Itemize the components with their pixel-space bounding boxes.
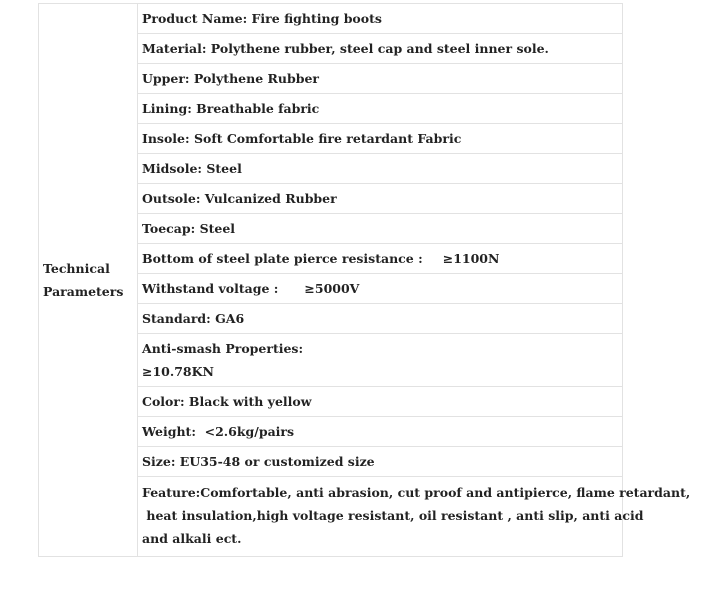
- toecap-cell: Toecap: Steel: [138, 214, 623, 244]
- pierce-resistance-value: ≥1100N: [442, 251, 500, 266]
- label-line-1: Technical: [43, 261, 110, 276]
- withstand-voltage-cell: [138, 274, 623, 304]
- label-line-2: Parameters: [43, 284, 124, 299]
- feature-line-1: Feature:Comfortable, anti abrasion, cut proof and antipierce, flame retardant,: [142, 485, 691, 500]
- feature-line-3: and alkali ect.: [142, 531, 242, 546]
- technical-parameters-table: [38, 3, 691, 557]
- weight-cell: Weight: <2.6kg/pairs: [138, 417, 623, 447]
- midsole-cell: Midsole: Steel: [138, 154, 623, 184]
- feature-line-2: heat insulation,high voltage resistant, oil resistant , anti slip, anti acid: [142, 508, 644, 523]
- color-cell: Color: Black with yellow: [138, 387, 623, 417]
- standard-cell: Standard: GA6: [138, 304, 623, 334]
- technical-parameters-label: [39, 4, 138, 557]
- anti-smash-cell: [138, 334, 623, 387]
- upper-cell: Upper: Polythene Rubber: [138, 64, 623, 94]
- withstand-voltage-value: ≥5000V: [304, 281, 360, 296]
- material-cell: Material: Polythene rubber, steel cap and steel inner sole.: [138, 34, 623, 64]
- feature-cell: [138, 477, 691, 557]
- withstand-voltage-label: Withstand voltage :: [142, 281, 279, 296]
- insole-cell: Insole: Soft Comfortable fire retardant Fabric: [138, 124, 623, 154]
- table-row: [39, 4, 623, 34]
- pierce-resistance-cell: [138, 244, 623, 274]
- anti-smash-label: Anti-smash Properties:: [142, 341, 304, 356]
- pierce-resistance-label: Bottom of steel plate pierce resistance :: [142, 251, 423, 266]
- outsole-cell: Outsole: Vulcanized Rubber: [138, 184, 623, 214]
- product-name-cell: Product Name: Fire fighting boots: [138, 4, 623, 34]
- lining-cell: Lining: Breathable fabric: [138, 94, 623, 124]
- size-cell: Size: EU35-48 or customized size: [138, 447, 623, 477]
- anti-smash-value: ≥10.78KN: [142, 364, 214, 379]
